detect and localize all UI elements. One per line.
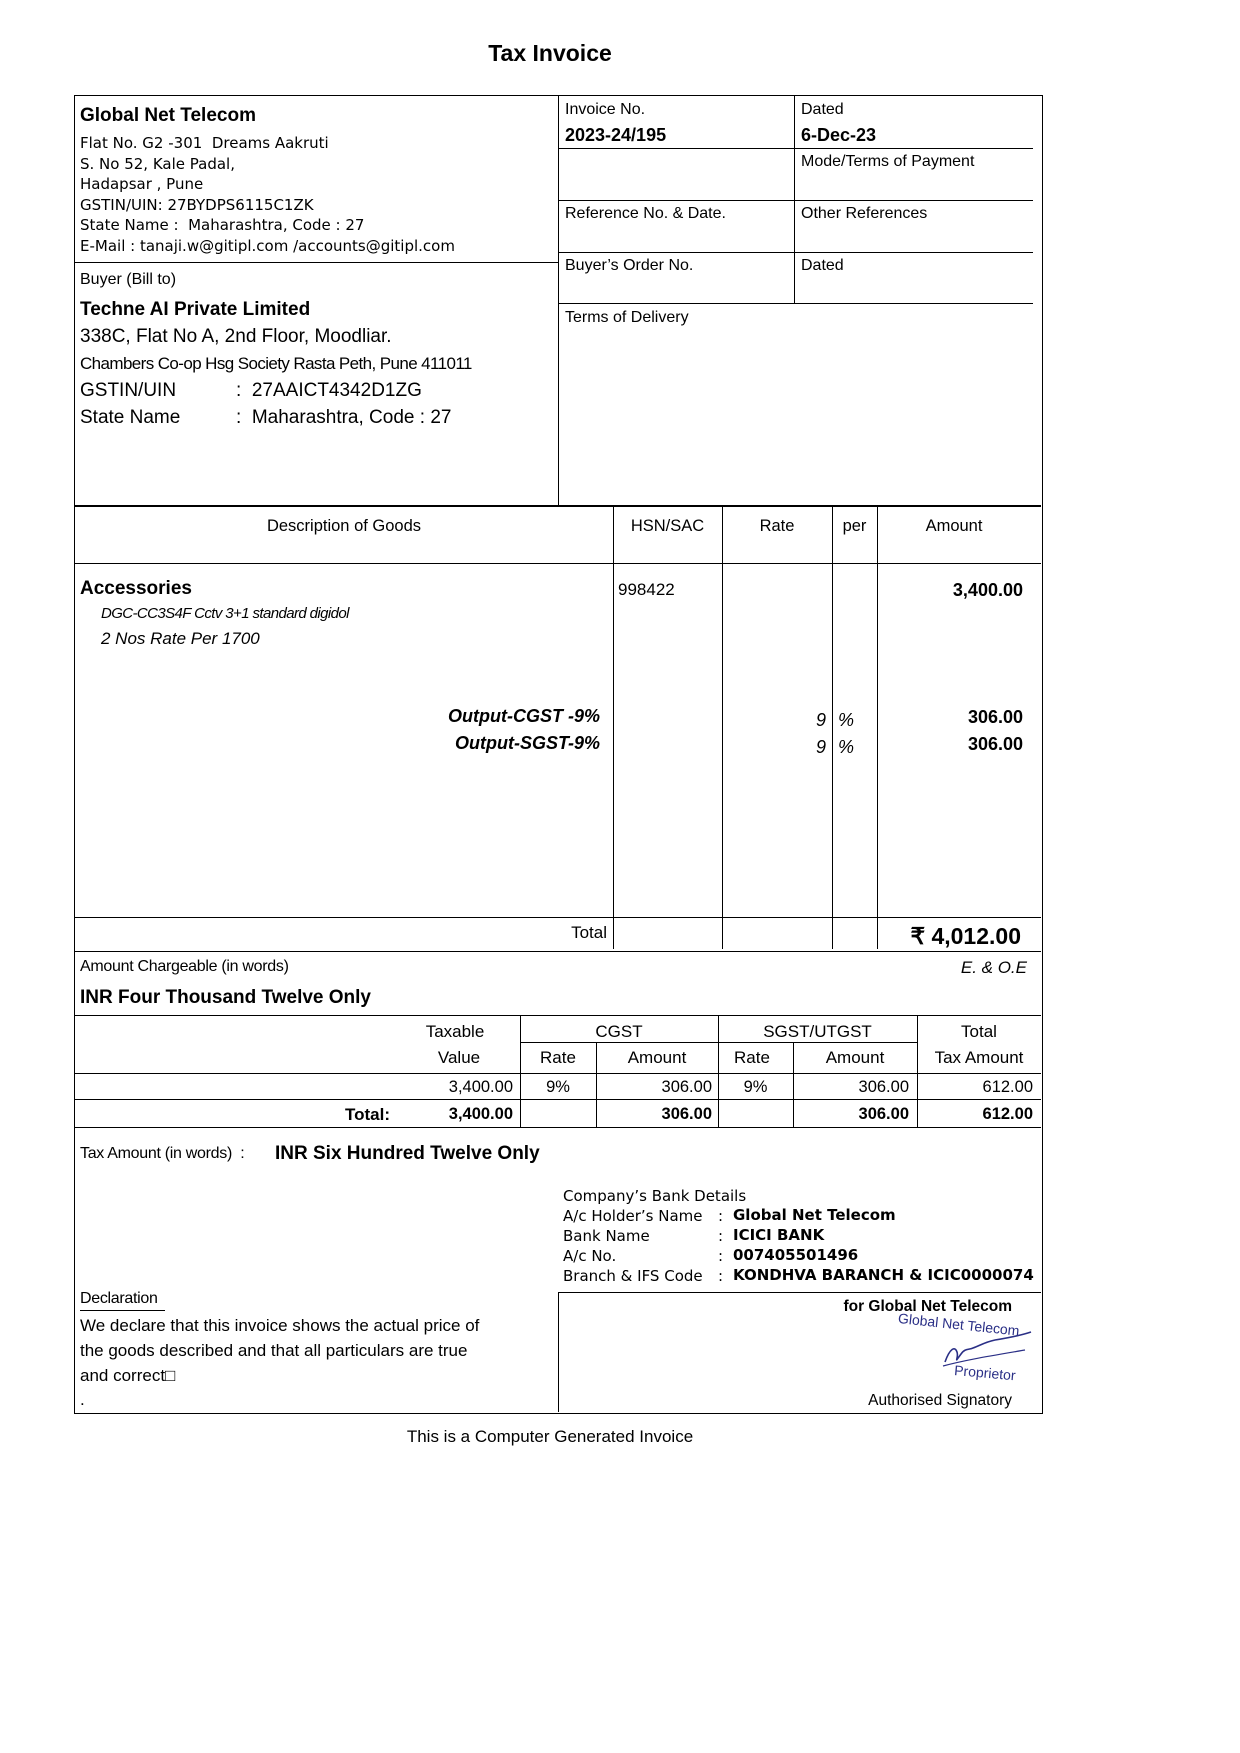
tax-line-cgst: Output-CGST -9% xyxy=(448,706,600,726)
tax-row-cgst-amount: 306.00 xyxy=(661,1078,712,1096)
buyer-state-label: State Name xyxy=(80,407,181,428)
tax-row-sgst-rate: 9% xyxy=(743,1078,768,1096)
buyer-state: : Maharashtra, Code : 27 xyxy=(236,407,452,428)
seller-gstin: GSTIN/UIN: 27BYDPS6115C1ZK xyxy=(80,195,314,214)
tax-col-cgst: CGST xyxy=(595,1022,643,1041)
bank-branch-label: Branch & IFS Code xyxy=(563,1267,703,1285)
buyer-gstin-label: GSTIN/UIN xyxy=(80,380,177,401)
declaration-text-2: the goods described and that all particulars are true xyxy=(80,1341,468,1360)
bank-sep: : xyxy=(718,1247,724,1265)
tax-col-total-2: Tax Amount xyxy=(934,1048,1024,1067)
bank-sep: : xyxy=(718,1207,724,1225)
other-references-label: Other References xyxy=(801,205,928,222)
tax-rate-sgst: 9 xyxy=(815,737,826,757)
tax-total-label: Total: xyxy=(345,1105,391,1124)
tax-words-label: Tax Amount (in words) : xyxy=(80,1145,245,1162)
tax-amount-in-words: INR Six Hundred Twelve Only xyxy=(275,1143,540,1164)
seller-address xyxy=(80,133,455,256)
payment-terms-label: Mode/Terms of Payment xyxy=(801,153,975,170)
seller-email: E-Mail : tanaji.w@gitipl.com /accounts@gitipl.com xyxy=(80,236,455,255)
bank-holder-value: Global Net Telecom xyxy=(733,1206,896,1224)
items-table-top xyxy=(75,505,1041,507)
stamp-company-text: Global Net Telecom xyxy=(897,1310,1021,1339)
col-header-per: per xyxy=(842,517,867,535)
invoice-grand-total: ₹ 4,012.00 xyxy=(910,923,1021,949)
item-name: Accessories xyxy=(80,578,192,599)
signatory-box-top xyxy=(558,1292,1041,1293)
buyer-order-label: Buyer’s Order No. xyxy=(565,257,694,274)
tax-col-sgst-rate: Rate xyxy=(734,1048,770,1067)
declaration-label: Declaration xyxy=(80,1290,158,1307)
tax-col-taxable-2: Value xyxy=(437,1048,481,1067)
dated-label: Dated xyxy=(801,101,844,118)
terms-of-delivery-label: Terms of Delivery xyxy=(565,309,689,326)
invoice-no: 2023-24/195 xyxy=(565,125,667,145)
invoice-date: 6-Dec-23 xyxy=(801,125,877,145)
buyer-label: Buyer (Bill to) xyxy=(80,271,177,288)
item-description: DGC-CC3S4F Cctv 3+1 standard digidol xyxy=(101,605,349,622)
page-title: Tax Invoice xyxy=(488,40,612,66)
company-stamp xyxy=(895,1310,1035,1390)
tax-row-cgst-rate: 9% xyxy=(546,1078,570,1096)
bank-holder-label: A/c Holder’s Name xyxy=(563,1207,703,1225)
tax-line-sgst: Output-SGST-9% xyxy=(455,733,600,753)
seller-address-line: S. No 52, Kale Padal, xyxy=(80,154,235,173)
tax-row-taxable: 3,400.00 xyxy=(448,1078,513,1096)
declaration-text-1: We declare that this invoice shows the actual price of xyxy=(80,1316,480,1335)
tax-per-cgst: % xyxy=(838,710,855,730)
seller-address-line: Flat No. G2 -301 Dreams Aakruti xyxy=(80,134,329,152)
amount-words-label: Amount Chargeable (in words) xyxy=(80,958,289,975)
tax-row-total: 612.00 xyxy=(982,1078,1033,1096)
item-quantity-rate: 2 Nos Rate Per 1700 xyxy=(101,629,260,648)
tax-table-top xyxy=(75,1015,1041,1016)
footer-note: This is a Computer Generated Invoice xyxy=(406,1427,694,1446)
item-hsn: 998422 xyxy=(618,580,675,599)
col-header-hsn: HSN/SAC xyxy=(630,517,705,535)
items-total-label: Total xyxy=(571,923,607,942)
stamp-role-text: Proprietor xyxy=(953,1362,1017,1384)
bank-name-value: ICICI BANK xyxy=(733,1226,825,1244)
tax-total-amount: 612.00 xyxy=(982,1105,1033,1123)
tax-total-taxable: 3,400.00 xyxy=(448,1105,513,1123)
item-amount: 3,400.00 xyxy=(952,580,1023,600)
bank-sep: : xyxy=(718,1227,724,1245)
tax-col-taxable-1: Taxable xyxy=(425,1022,485,1041)
buyer-address-line-1: 338C, Flat No A, 2nd Floor, Moodliar. xyxy=(80,326,392,347)
declaration-dot: . xyxy=(80,1390,85,1409)
tax-col-total-1: Total xyxy=(961,1022,997,1041)
seller-address-line: Hadapsar , Pune xyxy=(80,175,204,193)
col-header-rate: Rate xyxy=(759,517,795,535)
bank-name-label: Bank Name xyxy=(563,1227,650,1245)
bank-details-title: Company’s Bank Details xyxy=(563,1187,747,1205)
signatory-for-company: for Global Net Telecom xyxy=(843,1298,1012,1315)
invoice-no-label: Invoice No. xyxy=(565,101,646,118)
amount-in-words: INR Four Thousand Twelve Only xyxy=(80,987,372,1008)
buyer-name: Techne AI Private Limited xyxy=(80,299,311,320)
tax-amount-cgst: 306.00 xyxy=(967,707,1023,727)
buyer-gstin: : 27AAICT4342D1ZG xyxy=(236,380,422,401)
tax-total-cgst-amount: 306.00 xyxy=(661,1105,712,1123)
header-divider xyxy=(558,96,559,505)
tax-per-sgst: % xyxy=(838,737,855,757)
tax-total-sgst-amount: 306.00 xyxy=(858,1105,909,1123)
reference-label: Reference No. & Date. xyxy=(565,205,726,222)
buyer-address-line-2: Chambers Co-op Hsg Society Rasta Peth, Pune 411011 xyxy=(80,354,472,373)
seller-name: Global Net Telecom xyxy=(80,105,256,126)
authorised-signatory-label: Authorised Signatory xyxy=(868,1392,1012,1409)
col-header-description: Description of Goods xyxy=(266,517,422,535)
tax-row-sgst-amount: 306.00 xyxy=(858,1078,909,1096)
tax-amount-sgst: 306.00 xyxy=(967,734,1023,754)
col-header-amount: Amount xyxy=(925,517,983,535)
bank-sep: : xyxy=(718,1267,724,1285)
bank-account-value: 007405501496 xyxy=(733,1246,859,1264)
tax-col-sgst-amount: Amount xyxy=(825,1048,885,1067)
eoe-label: E. & O.E xyxy=(960,958,1027,977)
tax-col-cgst-amount: Amount xyxy=(627,1048,687,1067)
tax-rate-cgst: 9 xyxy=(815,710,826,730)
bank-branch-value: KONDHVA BARANCH & ICIC0000074 xyxy=(733,1266,1034,1284)
declaration-text-3: and correct□ xyxy=(80,1366,176,1385)
signatory-box-left xyxy=(558,1292,559,1412)
bank-account-label: A/c No. xyxy=(563,1247,617,1265)
seller-state: State Name : Maharashtra, Code : 27 xyxy=(80,216,365,234)
tax-col-cgst-rate: Rate xyxy=(540,1048,576,1067)
tax-col-sgst: SGST/UTGST xyxy=(763,1022,872,1041)
order-dated-label: Dated xyxy=(801,257,844,274)
